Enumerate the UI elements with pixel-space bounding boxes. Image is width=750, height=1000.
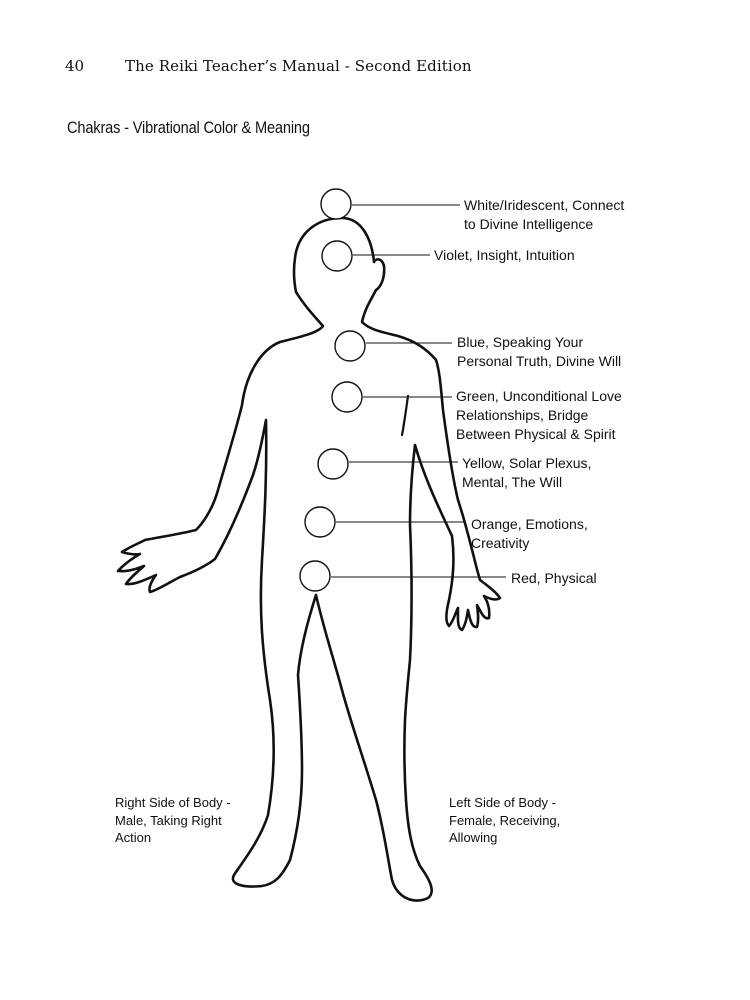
right-side-of-body-label: Right Side of Body - Male, Taking Right Action	[115, 795, 231, 845]
chakra-circle-heart	[332, 382, 362, 412]
section-title: Chakras - Vibrational Color & Meaning	[67, 118, 310, 137]
chakra-label-crown: White/Iridescent, Connect to Divine Intelligence	[464, 197, 625, 232]
chakra-label-third-eye: Violet, Insight, Intuition	[434, 247, 575, 263]
chakra-label-solar-plexus: Yellow, Solar Plexus, Mental, The Will	[462, 455, 592, 490]
chakra-label-root: Red, Physical	[511, 570, 597, 586]
chakra-circle-third-eye	[322, 241, 352, 271]
arm-inner-line	[402, 396, 408, 435]
chakra-label-heart: Green, Unconditional Love Relationships, Bridge Between Physical & Spirit	[456, 388, 622, 442]
chakra-label-throat: Blue, Speaking Your Personal Truth, Divine Will	[457, 334, 622, 369]
chakra-label-sacral: Orange, Emotions, Creativity	[471, 516, 588, 551]
left-side-of-body-label: Left Side of Body - Female, Receiving, Allowing	[449, 795, 561, 845]
chakra-circle-throat	[335, 331, 365, 361]
chakra-circle-crown	[321, 189, 351, 219]
chakra-circle-solar-plexus	[318, 449, 348, 479]
page-number: 40	[65, 57, 85, 75]
chakra-circle-sacral	[305, 507, 335, 537]
running-title: The Reiki Teacher’s Manual - Second Edition	[125, 57, 472, 75]
chakra-circle-root	[300, 561, 330, 591]
